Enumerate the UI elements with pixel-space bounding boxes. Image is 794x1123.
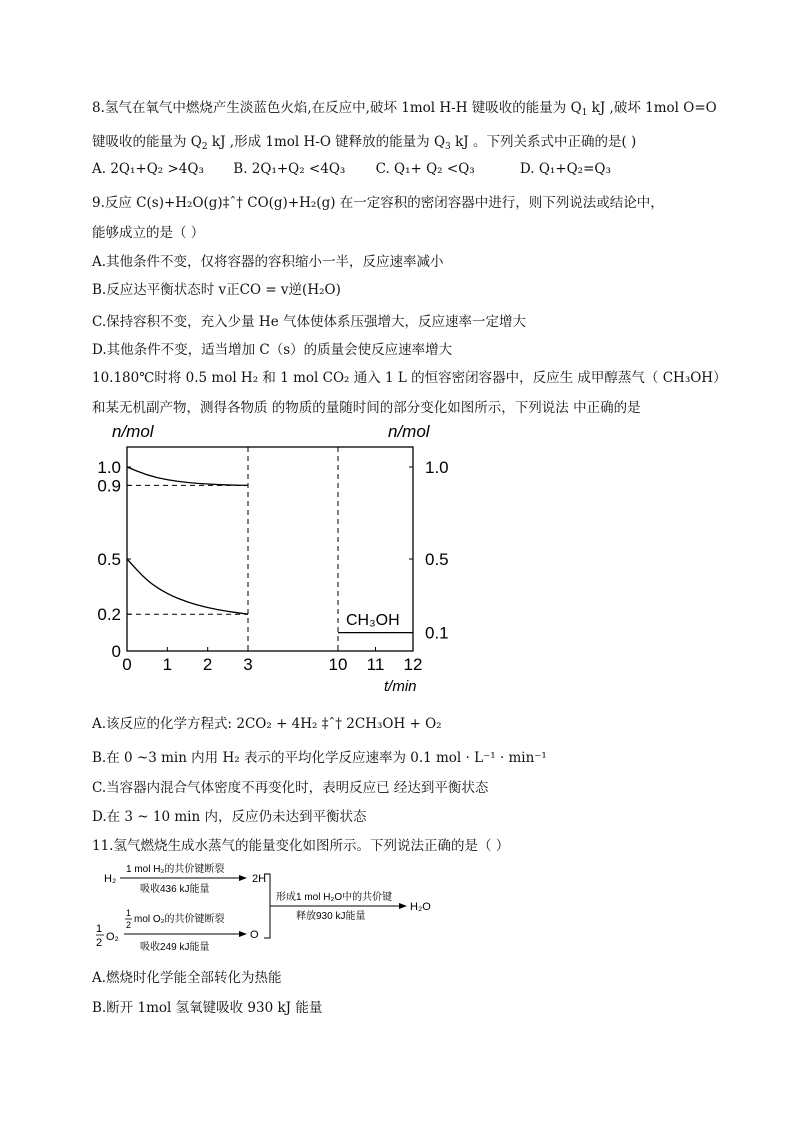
diagram-right-above: 形成1 mol H₂O中的共价键	[276, 892, 393, 903]
x-axis-label: t/min	[384, 678, 417, 695]
q10-option-c: C.当容器内混合气体密度不再变化时，表明反应已 经达到平衡状态	[92, 780, 489, 796]
q8-line1: 8.氢气在氧气中燃烧产生淡蓝色火焰,在反应中,破坏 1mol H-H 键吸收的能量为 $Q_1$ kJ ,破坏 1mol O=O	[92, 100, 717, 118]
q10-stem-1: 10.180℃时将 0.5 mol H₂ 和 1 mol CO₂ 通入 1 L 的恒容密闭容器中，反应生 成甲醇蒸气（ CH₃OH）	[92, 370, 727, 386]
diagram-o2: O₂	[106, 931, 119, 943]
energy-diagram	[96, 856, 456, 956]
q10-option-b: B.在 0 ~3 min 内用 H₂ 表示的平均化学反应速率为 0.1 mol · L⁻¹ · min⁻¹	[92, 750, 547, 766]
y-tick-label-left: 0.2	[97, 605, 121, 625]
q8-text-2: kJ ,破坏 1mol O=O	[591, 100, 717, 116]
diagram-half-num: 1	[96, 923, 103, 935]
diagram-2h: 2H	[252, 873, 267, 885]
q8-text-5: kJ 。下列关系式中正确的是( )	[455, 134, 637, 150]
q9-option-b: B.反应达平衡状态时 v正CO = v逆(H₂O)	[92, 282, 341, 298]
q9-stem-2: 能够成立的是（ ）	[92, 225, 205, 241]
series-line-0	[127, 467, 248, 485]
x-tick-label: 3	[243, 655, 253, 674]
diagram-bot-below: 吸收249 kJ能量	[140, 942, 210, 953]
q10-option-d: D.在 3 ~ 10 min 内，反应仍未达到平衡状态	[92, 809, 367, 825]
q9-option-d: D.其他条件不变，适当增加 C（s）的质量会使反应速率增大	[92, 342, 453, 358]
q10-stem-2: 和某无机副产物，测得各物质 的物质的量随时间的部分变化如图所示，下列说法 中正确的是	[92, 400, 641, 416]
y-tick-label-left: 0.9	[97, 476, 121, 496]
q9-option-a: A.其他条件不变，仅将容器的容积缩小一半，反应速率减小	[92, 254, 444, 270]
q11-stem: 11.氢气燃烧生成水蒸气的能量变化如图所示。下列说法正确的是（ ）	[92, 838, 510, 854]
q8-option-b: B. 2Q₁+Q₂ <4Q₃	[233, 161, 346, 177]
q11-option-b: B.断开 1mol 氢氧键吸收 930 kJ 能量	[92, 1000, 323, 1016]
q8-option-a: A. 2Q₁+Q₂ >4Q₃	[92, 161, 204, 177]
q9-stem-1: 9.反应 C(s)+H₂O(g)‡ˆ† CO(g)+H₂(g) 在一定容积的密闭容器中进行，则下列说法或结论中，	[92, 195, 664, 211]
x-tick-label: 0	[122, 655, 132, 674]
diagram-h2: H₂	[104, 873, 117, 885]
q8-line2: 键吸收的能量为 $Q_2$ kJ ,形成 1mol H-O 键释放的能量为 $Q_3$ kJ 。下列关系式中正确的是( )	[92, 134, 637, 152]
q8-option-c: C. Q₁+ Q₂ <Q₃	[375, 161, 475, 177]
y-tick-label-right: 0.5	[425, 550, 449, 569]
q8-text-1: 8.氢气在氧气中燃烧产生淡蓝色火焰,在反应中,破坏 1mol H-H 键吸收的能量为 Q	[92, 100, 582, 116]
diagram-h2o: H₂O	[410, 901, 431, 913]
q10-option-a: A.该反应的化学方程式: 2CO₂ + 4H₂ ‡ˆ† 2CH₃OH + O₂	[92, 716, 442, 732]
diagram-right-below: 释放930 kJ能量	[296, 911, 366, 922]
series-line-1	[127, 559, 248, 614]
diagram-bot-frac-num: 1	[126, 908, 132, 918]
y-tick-label-left: 1.0	[97, 458, 121, 477]
y-tick-label-left: 0	[111, 642, 121, 661]
ch3oh-label: CH₃OH	[346, 612, 400, 629]
diagram-bot-above: mol O₂的共价键断裂	[134, 914, 225, 925]
y-tick-label-left: 0.5	[97, 550, 121, 569]
diagram-bot-frac-den: 2	[126, 920, 132, 930]
x-tick-label: 10	[328, 655, 348, 674]
y-tick-label-right: 1.0	[425, 458, 449, 477]
diagram-top-above: 1 mol H₂的共价键断裂	[126, 864, 225, 875]
x-tick-label: 11	[366, 655, 385, 674]
x-tick-label: 1	[162, 655, 173, 674]
y-axis-label-left: n/mol	[112, 422, 154, 441]
q8-text-4: kJ ,形成 1mol H-O 键释放的能量为 Q	[211, 134, 446, 150]
y-axis-label-right: n/mol	[388, 422, 430, 441]
q9-option-c: C.保持容积不变，充入少量 He 气体使体系压强增大，反应速率一定增大	[92, 314, 526, 330]
q8-text-3: 键吸收的能量为 Q	[92, 134, 202, 150]
x-tick-label: 12	[403, 655, 423, 674]
diagram-top-below: 吸收436 kJ能量	[140, 884, 210, 895]
diagram-half-den: 2	[96, 937, 103, 949]
diagram-o: O	[250, 929, 259, 941]
q8-option-d: D. Q₁+Q₂=Q₃	[519, 161, 611, 177]
y-tick-label-right: 0.1	[425, 623, 449, 643]
x-tick-label: 2	[202, 655, 213, 674]
q11-option-a: A.燃烧时化学能全部转化为热能	[92, 970, 282, 986]
